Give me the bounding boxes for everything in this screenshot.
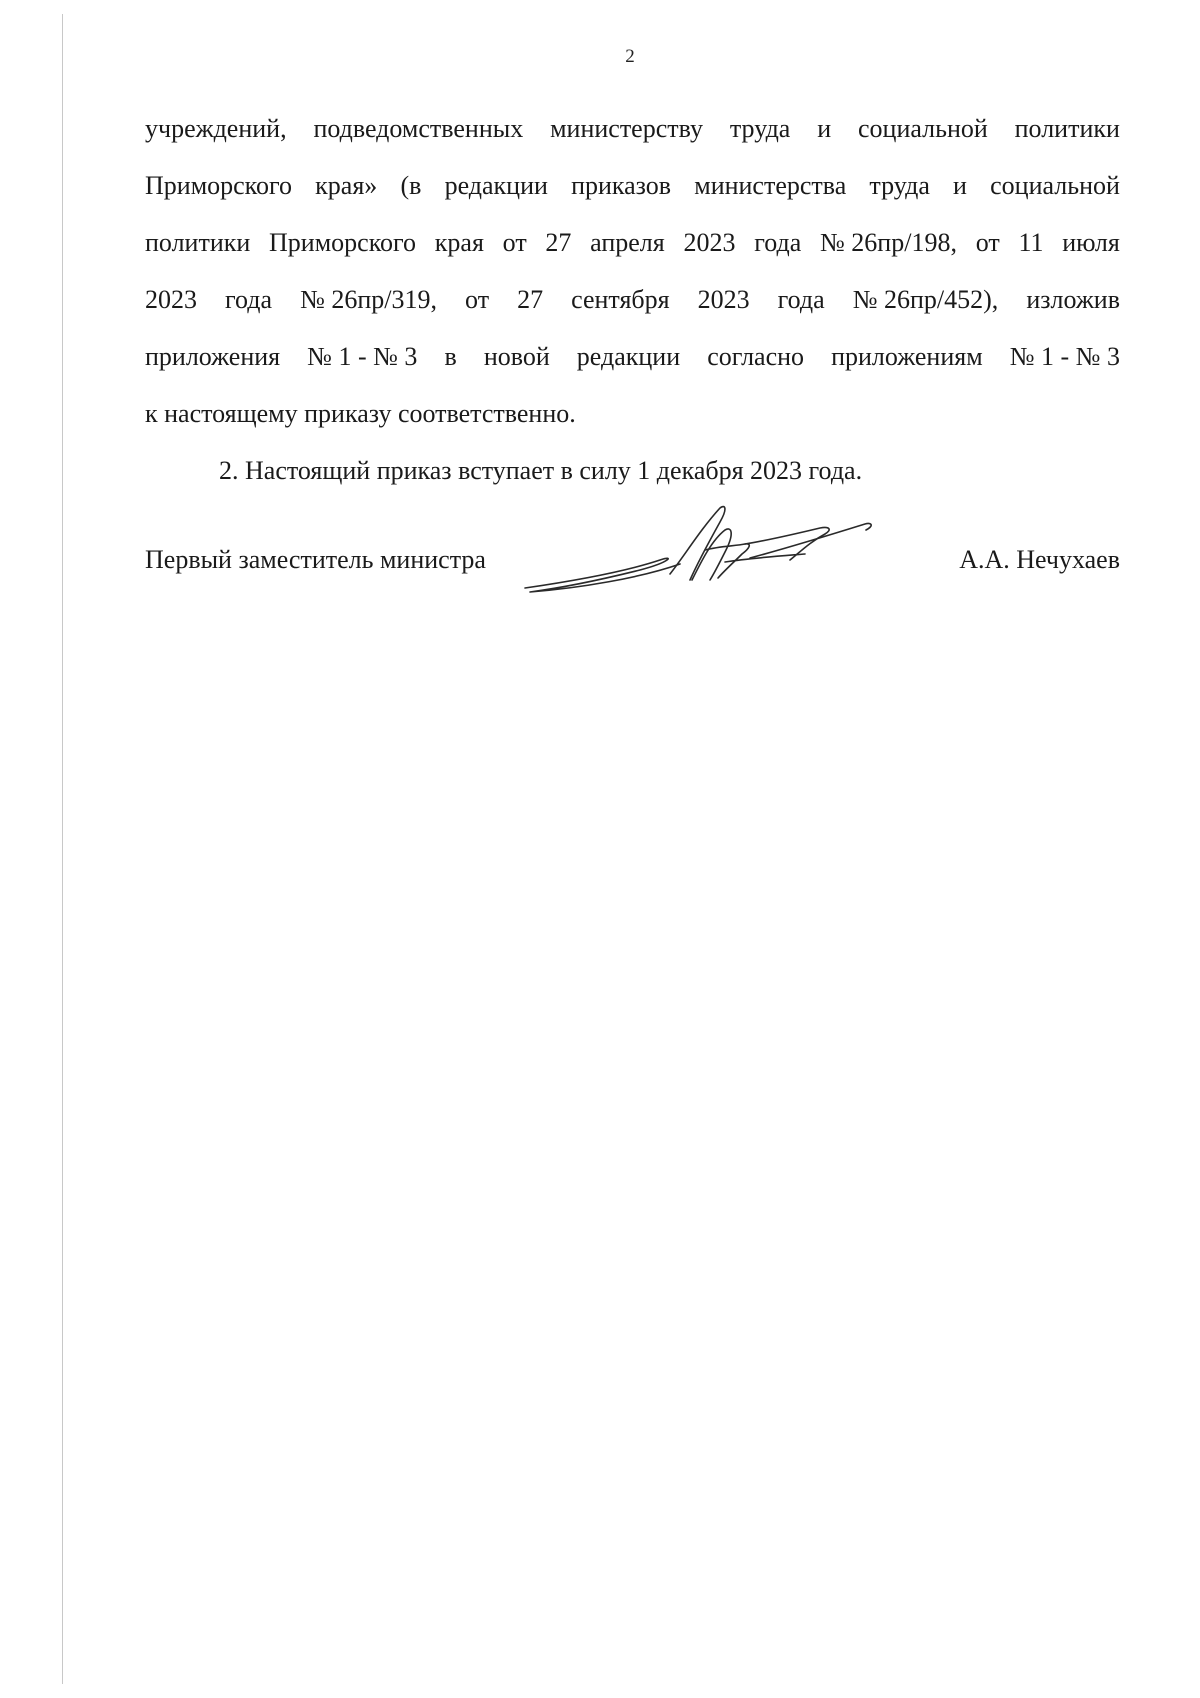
word: 2023 — [145, 285, 197, 314]
word: сентября — [571, 285, 670, 314]
word: к настоящему приказу соответственно. — [145, 399, 576, 428]
word: (в — [400, 171, 422, 200]
word: № 26пр/198, — [820, 228, 957, 257]
word: согласно — [707, 342, 805, 371]
word: министерству — [550, 114, 704, 143]
word: апреля — [590, 228, 665, 257]
word: изложив — [1026, 285, 1120, 314]
word: Приморского — [269, 228, 417, 257]
word: и — [817, 114, 832, 143]
word: социальной — [857, 114, 988, 143]
word: 2023 — [683, 228, 736, 257]
word: июля — [1062, 228, 1120, 257]
word: края» — [315, 171, 378, 200]
body-line-5 — [145, 328, 1120, 385]
word: и — [953, 171, 967, 200]
word: № 1 - № 3 — [1009, 342, 1120, 371]
word: № 26пр/452), — [852, 285, 999, 314]
word: редакции — [444, 171, 548, 200]
word: от — [465, 285, 490, 314]
word: 27 — [517, 285, 544, 314]
handwritten-signature-graphic — [520, 500, 880, 600]
word: 11 — [1018, 228, 1044, 257]
signer-position-title: Первый заместитель министра — [145, 545, 486, 574]
word: от — [975, 228, 1000, 257]
paragraph-2 — [145, 442, 1120, 499]
word: подведомственных — [313, 114, 524, 143]
word: политики — [145, 228, 251, 257]
word: министерства — [694, 171, 847, 200]
word: учреждений, — [145, 114, 287, 143]
word: края — [434, 228, 484, 257]
body-line-3 — [145, 214, 1120, 271]
scan-edge-line — [62, 14, 63, 1684]
word: 27 — [545, 228, 572, 257]
paragraph-2-text: 2. Настоящий приказ вступает в силу 1 декабря 2023 года. — [219, 456, 863, 485]
body-line-6 — [145, 385, 1120, 442]
body-line-1 — [145, 100, 1120, 157]
word: года — [225, 285, 273, 314]
body-line-4 — [145, 271, 1120, 328]
word: политики — [1014, 114, 1120, 143]
page-number: 2 — [625, 46, 635, 67]
signer-name: А.А. Нечухаев — [959, 545, 1120, 574]
document-body — [145, 100, 1120, 499]
word: труда — [729, 114, 791, 143]
word: года — [754, 228, 802, 257]
word: от — [502, 228, 527, 257]
word: новой — [483, 342, 550, 371]
word: социальной — [990, 171, 1120, 200]
word: 2023 — [697, 285, 750, 314]
word: приложения — [145, 342, 281, 371]
word: в — [444, 342, 457, 371]
word: приказов — [571, 171, 672, 200]
word: № 1 - № 3 — [307, 342, 418, 371]
word: Приморского — [145, 171, 293, 200]
word: труда — [869, 171, 930, 200]
word: № 26пр/319, — [300, 285, 438, 314]
word: приложениям — [831, 342, 983, 371]
word: года — [777, 285, 825, 314]
body-line-2 — [145, 157, 1120, 214]
word: редакции — [576, 342, 681, 371]
